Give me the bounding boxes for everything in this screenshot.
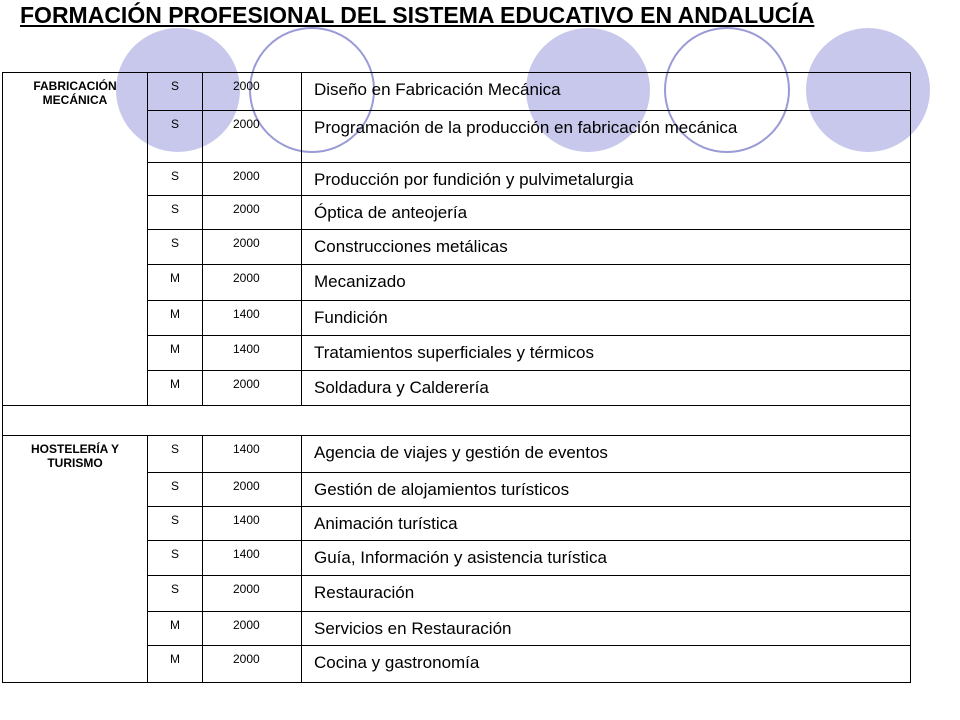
program-name-cell: Programación de la producción en fabricación mecánica <box>302 111 911 163</box>
level-cell: S <box>148 73 203 111</box>
family-name: HOSTELERÍA Y TURISMO <box>3 436 148 683</box>
level-cell: S <box>148 196 203 230</box>
level-cell: S <box>148 230 203 265</box>
level-cell: M <box>148 301 203 336</box>
hours-cell: 2000 <box>203 646 302 683</box>
program-name-cell: Producción por fundición y pulvimetalurgia <box>302 163 911 196</box>
program-name-cell: Restauración <box>302 576 911 612</box>
table-row <box>3 436 911 473</box>
hours-cell: 2000 <box>203 473 302 507</box>
hours-cell: 1400 <box>203 301 302 336</box>
level-cell: S <box>148 436 203 473</box>
hours-cell: 2000 <box>203 371 302 406</box>
page-title: FORMACIÓN PROFESIONAL DEL SISTEMA EDUCATIVO EN ANDALUCÍA <box>20 2 815 28</box>
table-row <box>3 73 911 111</box>
program-name-cell: Construcciones metálicas <box>302 230 911 265</box>
programs-table <box>2 72 911 683</box>
hours-cell: 2000 <box>203 265 302 301</box>
hours-cell: 1400 <box>203 436 302 473</box>
hours-cell: 2000 <box>203 111 302 163</box>
hours-cell: 2000 <box>203 163 302 196</box>
hours-cell: 2000 <box>203 612 302 646</box>
program-name-cell: Mecanizado <box>302 265 911 301</box>
level-cell: M <box>148 646 203 683</box>
hours-cell: 1400 <box>203 507 302 541</box>
separator-row <box>3 406 911 436</box>
level-cell: S <box>148 111 203 163</box>
program-name-cell: Diseño en Fabricación Mecánica <box>302 73 911 111</box>
hours-cell: 1400 <box>203 336 302 371</box>
separator-cell <box>3 406 911 436</box>
program-name-cell: Soldadura y Calderería <box>302 371 911 406</box>
program-name-cell: Gestión de alojamientos turísticos <box>302 473 911 507</box>
hours-cell: 2000 <box>203 196 302 230</box>
level-cell: S <box>148 507 203 541</box>
program-name-cell: Guía, Información y asistencia turística <box>302 541 911 576</box>
program-name-cell: Cocina y gastronomía <box>302 646 911 683</box>
level-cell: S <box>148 541 203 576</box>
level-cell: M <box>148 612 203 646</box>
hours-cell: 2000 <box>203 230 302 265</box>
hours-cell: 2000 <box>203 73 302 111</box>
family-name: FABRICACIÓN MECÁNICA <box>3 73 148 406</box>
program-name-cell: Animación turística <box>302 507 911 541</box>
level-cell: S <box>148 163 203 196</box>
level-cell: M <box>148 371 203 406</box>
program-name-cell: Tratamientos superficiales y térmicos <box>302 336 911 371</box>
program-name-cell: Agencia de viajes y gestión de eventos <box>302 436 911 473</box>
program-name-cell: Servicios en Restauración <box>302 612 911 646</box>
level-cell: M <box>148 265 203 301</box>
hours-cell: 2000 <box>203 576 302 612</box>
level-cell: M <box>148 336 203 371</box>
program-name-cell: Óptica de anteojería <box>302 196 911 230</box>
program-name-cell: Fundición <box>302 301 911 336</box>
level-cell: S <box>148 576 203 612</box>
level-cell: S <box>148 473 203 507</box>
hours-cell: 1400 <box>203 541 302 576</box>
